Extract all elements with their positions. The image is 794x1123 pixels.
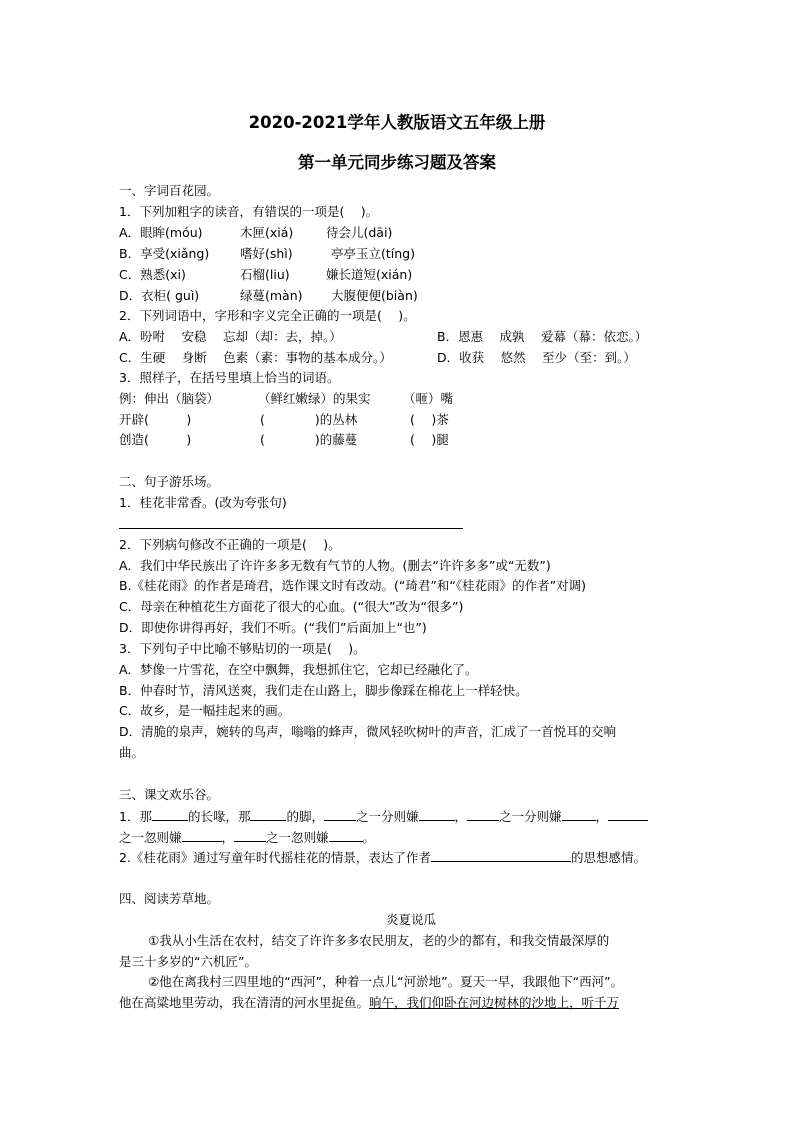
- s3-q1-text: ，: [595, 809, 609, 824]
- s1-q2-c: C．生硬 身断 色素（素：事物的基本成分。）: [119, 350, 392, 365]
- s2-q3: 3．下列句子中比喻不够贴切的一项是( )。: [119, 641, 366, 656]
- s1-q1-b-2: 嗜好(shì): [240, 246, 293, 261]
- document-subtitle: 第一单元同步练习题及答案: [298, 153, 496, 172]
- fill-blank[interactable]: [324, 808, 356, 821]
- s2-q1: 1．桂花非常香。(改为夸张句): [119, 495, 287, 510]
- s1-q3-row1-3: ( )茶: [410, 412, 449, 427]
- s3-q1-text: 的长喙，那: [187, 809, 251, 824]
- fill-blank[interactable]: [250, 808, 286, 821]
- s3-q1-text: 1．那: [119, 809, 152, 824]
- s1-q2-a: A．吩咐 安稳 忘却（却：去，掉。）: [119, 329, 342, 344]
- s1-q3: 3．照样子，在括号里填上恰当的词语。: [119, 370, 340, 385]
- fill-blank[interactable]: [152, 808, 188, 821]
- section-2-heading: 二、句子游乐场。: [119, 474, 220, 489]
- s2-q3-d: D．清脆的泉声，婉转的鸟声，嗡嗡的蜂声，微风轻吹树叶的声音，汇成了一首悦耳的交响: [119, 724, 617, 739]
- s1-q1-d-1: D．衣柜( guì): [119, 288, 200, 303]
- s3-q1-text: 的脚，: [286, 809, 324, 824]
- document-title: 2020-2021学年人教版语文五年级上册: [248, 113, 546, 132]
- fill-blank[interactable]: [562, 808, 596, 821]
- s2-q2-d: D．即使你讲得再好，我们不听。(“我们”后面加上“也”): [119, 620, 427, 635]
- passage-p1-cont: 是三十多岁的“六机匠”。: [119, 954, 257, 969]
- s1-q2: 2．下列词语中，字形和字义完全正确的一项是( )。: [119, 308, 416, 323]
- s3-q2-text: 2.《桂花雨》通过写童年时代摇桂花的情景，表达了作者: [119, 850, 431, 865]
- s2-q3-a: A．梦像一片雪花，在空中飘舞，我想抓住它，它却已经融化了。: [119, 662, 478, 677]
- s1-q3-row1-1: 开辟( ): [119, 412, 192, 427]
- s3-q1-text: ，: [454, 809, 468, 824]
- fill-blank[interactable]: [234, 829, 266, 842]
- s1-q1-c-1: C．熟悉(xi): [119, 267, 186, 282]
- s2-q3-b: B．仲春时节，清风送爽，我们走在山路上，脚步像踩在棉花上一样轻快。: [119, 683, 528, 698]
- section-4-heading: 四、阅读芳草地。: [119, 891, 220, 906]
- s3-q2: [119, 849, 646, 866]
- s1-q1-b-1: B．享受(xiǎng): [119, 246, 210, 261]
- fill-blank[interactable]: [329, 829, 363, 842]
- s2-q2-c: C．母亲在种植花生方面花了很大的心血。(“很大”改为“很多”): [119, 599, 464, 614]
- s1-q1-d-2: 绿蔓(màn): [240, 288, 303, 303]
- s2-q3-d-cont: 曲。: [119, 745, 145, 760]
- s1-q2-d: D．收获 悠然 至少（至：到。）: [437, 350, 636, 365]
- s1-q1-d-3: 大腹便便(biàn): [331, 288, 418, 303]
- s1-q1-a-2: 木匣(xiá): [240, 225, 294, 240]
- passage-text: 他在高粱地里劳动，我在清清的河水里捉鱼。: [119, 995, 370, 1010]
- fill-blank[interactable]: [467, 808, 499, 821]
- s1-q2-b: B．恩惠 成孰 爱幕（幕：依恋。）: [437, 329, 648, 344]
- s2-q2-b: B.《桂花雨》的作者是琦君，选作课文时有改动。(“琦君”和“《桂花雨》的作者”对调): [119, 578, 586, 593]
- passage-p2-cont: [119, 995, 619, 1011]
- s1-q3-row1-2: ( )的丛林: [260, 412, 358, 427]
- s3-q1-line2: [119, 829, 375, 846]
- s3-q1-text: 之一分则嫌: [499, 809, 562, 824]
- s3-q1-text: 之一忽则嫌: [119, 830, 182, 845]
- s3-q1-text: ，: [221, 830, 235, 845]
- passage-title: 炎夏说瓜: [386, 912, 437, 927]
- section-1-heading: 一、字词百花园。: [119, 183, 220, 198]
- s1-q3-row2-1: 创造( ): [119, 432, 192, 447]
- s3-q1-text: 之一分则嫌: [355, 809, 419, 824]
- section-3-heading: 三、课文欢乐谷。: [119, 787, 220, 802]
- fill-blank[interactable]: [419, 808, 455, 821]
- s1-q1-a-3: 待会儿(dāi): [326, 225, 393, 240]
- s2-q3-c: C．故乡，是一幅挂起来的画。: [119, 703, 291, 718]
- passage-p2: ②他在离我村三四里地的“西河”，种着一点儿“河淤地”。夏天一早，我跟他下“西河”。: [148, 974, 624, 989]
- passage-p1: ①我从小生活在农村，结交了许许多多农民朋友，老的少的都有，和我交情最深厚的: [148, 933, 610, 948]
- s1-q1-a-1: A．眼眸(móu): [119, 225, 203, 240]
- s3-q2-text: 的思想感情。: [570, 850, 646, 865]
- s1-q3-example-1: 例：伸出（脑袋）: [119, 391, 220, 406]
- s1-q3-example-3: （咂）嘴: [403, 391, 454, 406]
- s2-q2: 2．下列病句修改不正确的一项是( )。: [119, 537, 341, 552]
- s1-q1: 1．下列加粗字的读音，有错误的一项是( )。: [119, 204, 379, 219]
- s3-q1-line1: [119, 808, 648, 825]
- fill-blank[interactable]: [608, 808, 648, 821]
- s3-q1-text: 之一忽则嫌: [266, 830, 329, 845]
- s1-q3-example-2: （鲜红嫩绿）的果实: [258, 391, 371, 406]
- s3-q1-text: 。: [362, 830, 376, 845]
- s1-q1-b-3: 亭亭玉立(tíng): [331, 246, 415, 261]
- fill-blank[interactable]: [431, 849, 571, 862]
- fill-blank[interactable]: [182, 829, 222, 842]
- s1-q3-row2-3: ( )腿: [410, 432, 449, 447]
- s1-q1-c-2: 石榴(liu): [240, 267, 290, 282]
- s1-q3-row2-2: ( )的藤蔓: [260, 432, 358, 447]
- s1-q1-c-3: 嫌长道短(xián): [326, 267, 413, 282]
- s2-q2-a: A．我们中华民族出了许许多多无数有气节的人物。(删去“许许多多”或“无数”): [119, 558, 551, 573]
- underlined-sentence: 晌午，我们仰卧在河边树林的沙地上，听千万: [369, 995, 620, 1010]
- answer-line: [119, 528, 463, 529]
